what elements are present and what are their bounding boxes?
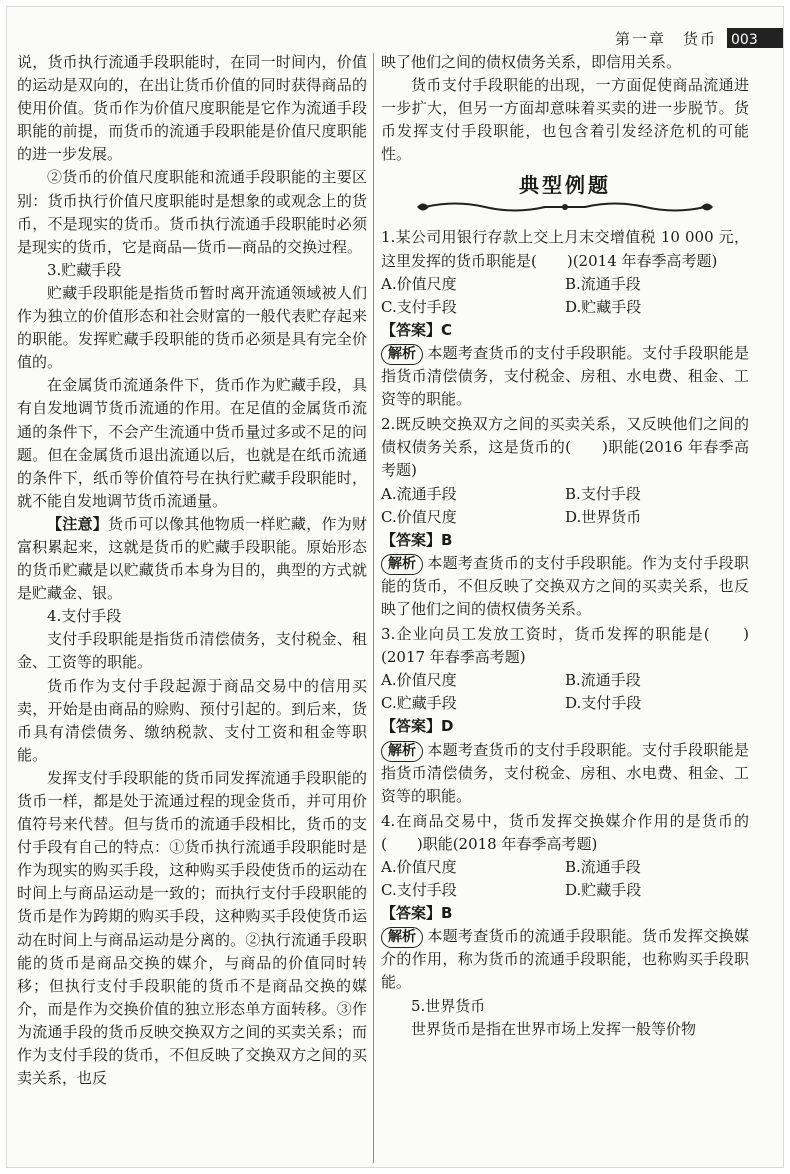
question-stem: 3.企业向员工发放工资时，货币发挥的职能是( )(2017 年春季高考题) (381, 625, 749, 667)
ornament-divider-icon (415, 198, 715, 214)
option: B.流通手段 (565, 274, 641, 293)
paragraph: 发挥支付手段职能的货币同发挥流通手段职能的货币一样，都是处于流通过程的现金货币，并可用价值符号来代替。但与货币的流通手段相比，货币的支付手段有自己的特点：①货币执行流通手段职能时是作为现实的购买手段，这种购买手段使货币的运动在时间上与商品运动是一致的；而执行支付手段职能的货币是作为跨期的购买手段，这种购买手段使货币运动在时间上与商品运动是分离的。②执行流通手段职能的货币是商品交换的媒介，与商品的价值同时转移；但执行支付手段职能的货币不是商品交换的媒介，而是作为交换价值的独立形态单方面转移。③作为流通手段的货币反映交换双方之间的买卖关系；而作为支付手段的货币，不但反映了交换双方之间的买卖关系，也反 (17, 768, 367, 1088)
section-title-block (381, 172, 749, 216)
paragraph: ②货币的价值尺度职能和流通手段职能的主要区别：货币执行价值尺度职能时是想象的或观念上的货币，不是现实的货币。货币执行流通手段职能时必须是现实的货币，它是商品—货币—商品的交换过程。 (17, 168, 367, 256)
analysis-badge: 解析 (381, 927, 423, 948)
option: A.价值尺度 (381, 671, 457, 690)
option: A.流通手段 (381, 484, 457, 503)
section-title: 典型例题 (519, 173, 611, 198)
paragraph: 支付手段职能是指货币清偿债务，支付税金、租金、工资等的职能。 (17, 630, 367, 672)
chapter-title: 第一章 货币 (614, 29, 717, 48)
analysis-text: 本题考查货币的支付手段职能。支付手段职能是指货币清偿债务，支付税金、房租、水电费、租金、工资等的职能。 (381, 343, 749, 409)
options (381, 483, 749, 529)
right-column (381, 51, 749, 1041)
options (381, 669, 749, 715)
option: B.流通手段 (565, 671, 641, 690)
page-number: 003 (727, 28, 783, 48)
option: C.支付手段 (381, 297, 457, 316)
answer-label: 【答案】 (381, 717, 442, 736)
analysis-text: 本题考查货币的流通手段职能。货币发挥交换媒介的作用，称为货币的流通手段职能，也称购买手段职能。 (381, 927, 749, 992)
paragraph: 在金属货币流通条件下，货币作为贮藏手段，具有自发地调节货币流通的作用。在足值的金属货币流通的条件下，不会产生流通中货币量过多或不足的问题。但在金属货币退出流通以后，也就是在纸币流通的条件下，纸币等价值符号在执行贮藏手段职能时，就不能自发地调节货币流通量。 (17, 376, 367, 510)
analysis (381, 342, 749, 411)
answer-label: 【答案】 (381, 530, 442, 549)
paragraph: 说，货币执行流通手段职能时，在同一时间内，价值的运动是双向的，在出让货币价值的同时获得商品的使用价值。货币作为价值尺度职能是它作为流通手段职能的前提，而货币的流通手段职能是价值尺度职能的进一步发展。 (17, 53, 367, 164)
left-column (17, 51, 367, 1090)
answer (381, 529, 749, 552)
analysis (381, 739, 749, 808)
answer (381, 715, 749, 738)
note-tag: 【注意】 (47, 514, 108, 533)
note-paragraph (17, 513, 367, 605)
analysis-text: 本题考查货币的支付手段职能。作为支付手段职能的货币，不但反映了交换双方之间的买卖关系，也反映了他们之间的债权债务关系。 (381, 553, 749, 618)
subheading-payment: 4.支付手段 (47, 607, 122, 626)
option: A.价值尺度 (381, 858, 457, 876)
paragraph: 映了他们之间的债权债务关系，即信用关系。 (381, 53, 682, 71)
analysis-badge: 解析 (381, 344, 423, 365)
paragraph: 货币作为支付手段起源于商品交易中的信用买卖，开始是由商品的赊购、预付引起的。到后来，货币具有清偿债务、缴纳税款、支付工资和租金等职能。 (17, 676, 367, 764)
option: D.贮藏手段 (565, 881, 642, 900)
analysis-badge: 解析 (381, 741, 423, 762)
option: C.价值尺度 (381, 507, 457, 526)
analysis (381, 925, 749, 994)
analysis-text: 本题考查货币的支付手段职能。支付手段职能是指货币清偿债务，支付税金、房租、水电费、租金、工资等的职能。 (381, 740, 749, 805)
question-1 (381, 226, 749, 411)
answer-value: D (441, 717, 454, 736)
analysis-badge: 解析 (381, 554, 423, 575)
question-4 (381, 810, 749, 995)
options (381, 273, 749, 319)
option: B.支付手段 (565, 484, 641, 503)
options (381, 856, 749, 902)
option: A.价值尺度 (381, 274, 457, 293)
paragraph: 贮藏手段职能是指货币暂时离开流通领域被人们作为独立的价值形态和社会财富的一般代表贮存起来的职能。发挥贮藏手段职能的货币必须是具有完全价值的。 (17, 283, 367, 372)
subheading-hoarding: 3.贮藏手段 (47, 260, 122, 279)
option: D.贮藏手段 (565, 297, 642, 316)
book-page (6, 6, 784, 1168)
column-divider (373, 53, 374, 1163)
option: C.贮藏手段 (381, 694, 457, 713)
paragraph: 货币支付手段职能的出现，一方面促使商品流通进一步扩大，但另一方面却意味着买卖的进一步脱节。货币发挥支付手段职能，也包含着引发经济危机的可能性。 (381, 76, 749, 164)
answer-label: 【答案】 (381, 320, 442, 339)
option: D.支付手段 (565, 694, 642, 713)
question-stem: 2.既反映交换双方之间的买卖关系，又反映他们之间的债权债务关系，这是货币的( )职能(2016 年春季高考题) (381, 415, 749, 480)
question-stem: 1.某公司用银行存款上交上月末交增值税 10 000 元，这里发挥的货币职能是( )(2014 年春季高考题) (381, 228, 749, 270)
running-header (523, 25, 783, 51)
option: B.流通手段 (565, 858, 641, 876)
answer (381, 319, 749, 342)
subheading-world-money: 5.世界货币 (411, 996, 486, 1015)
answer-label: 【答案】 (381, 904, 442, 923)
note-text: 货币可以像其他物质一样贮藏，作为财富积累起来，这就是货币的贮藏手段职能。原始形态的货币贮藏是以贮藏货币本身为目的，典型的方式就是贮藏金、银。 (17, 514, 367, 603)
question-3 (381, 623, 749, 808)
analysis (381, 552, 749, 621)
answer-value: C (441, 320, 453, 339)
option: D.世界货币 (565, 507, 642, 526)
question-2 (381, 413, 749, 621)
answer (381, 902, 749, 925)
answer-value: B (441, 904, 453, 923)
question-stem: 4.在商品交易中，货币发挥交换媒介作用的是货币的( )职能(2018 年春季高考题) (381, 811, 749, 853)
paragraph: 世界货币是指在世界市场上发挥一般等价物 (411, 1019, 697, 1038)
option: C.支付手段 (381, 881, 457, 900)
answer-value: B (441, 530, 453, 549)
